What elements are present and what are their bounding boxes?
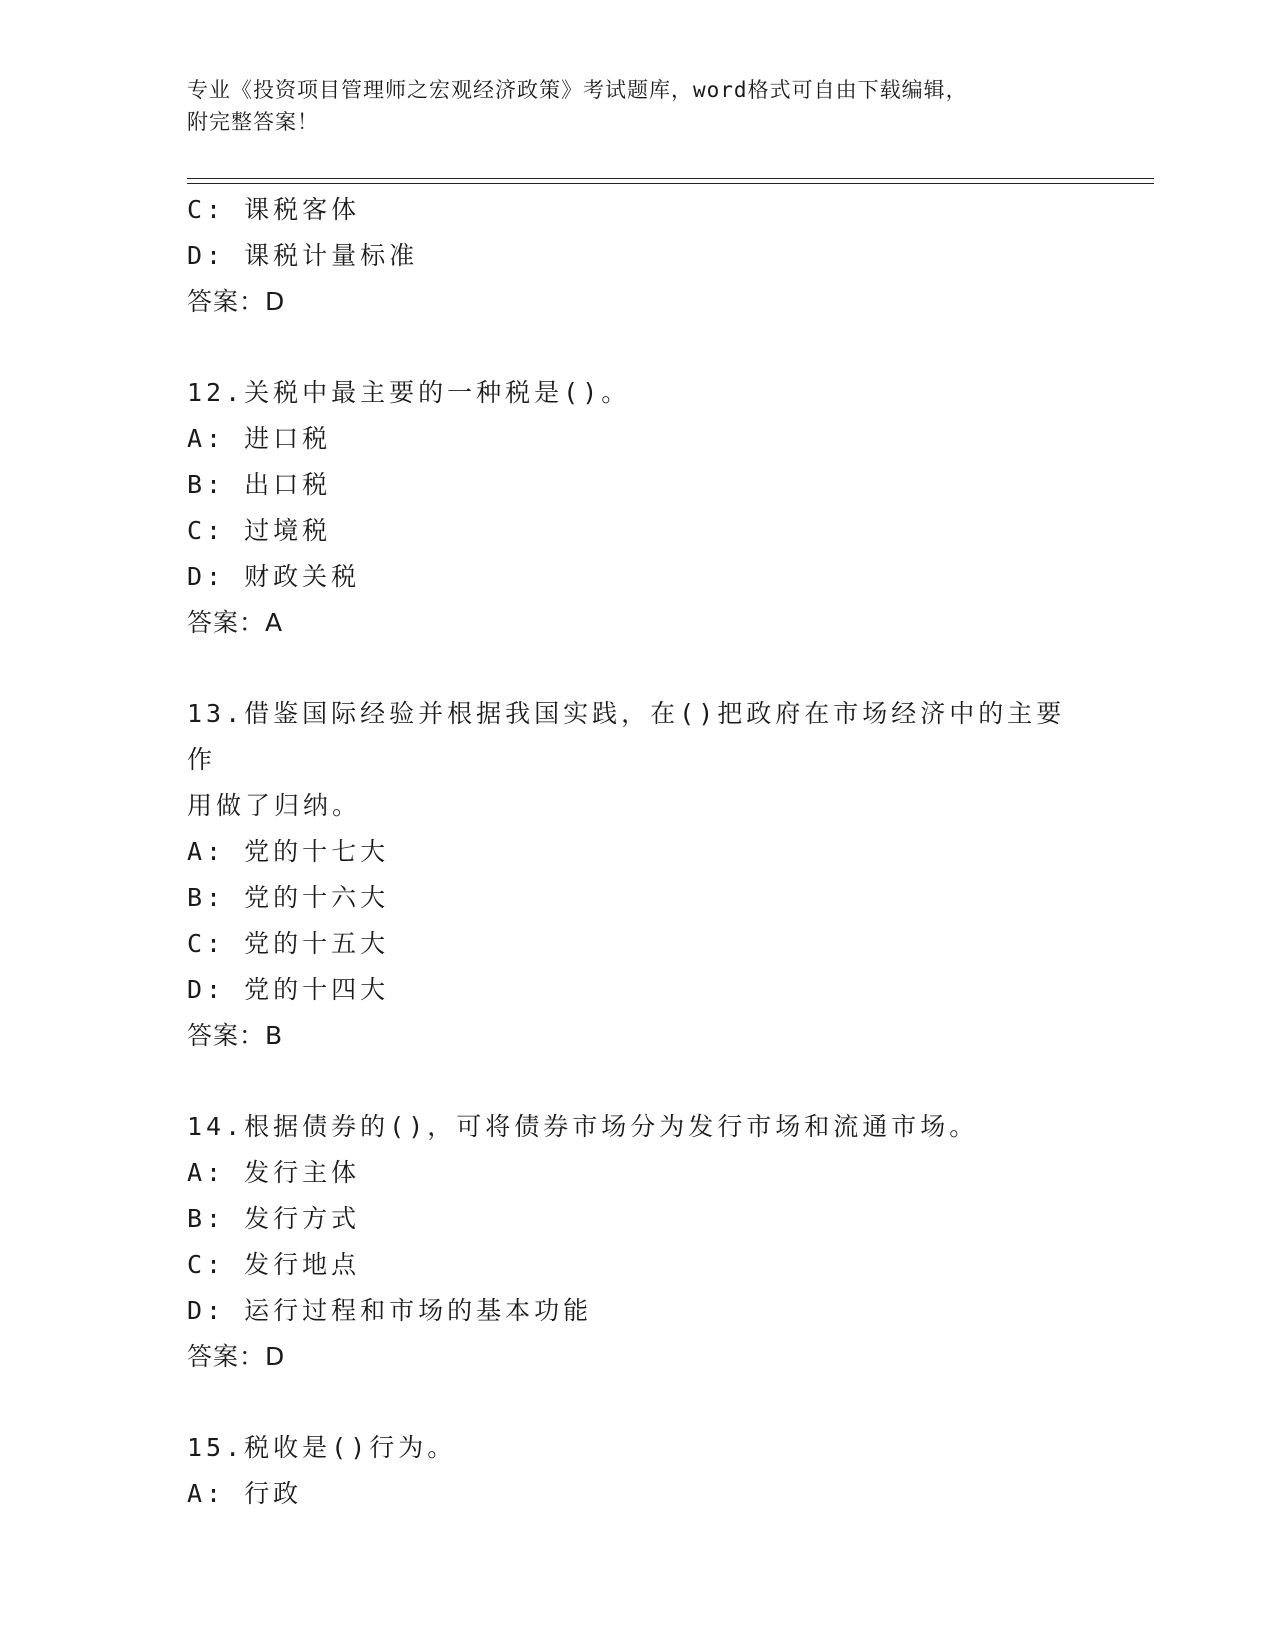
option-d: D: 课税计量标准: [187, 241, 419, 270]
option-a: A: 党的十七大: [187, 837, 390, 866]
option-d: D: 党的十四大: [187, 975, 390, 1004]
answer: 答案：B: [187, 1021, 284, 1050]
option-b: B: 出口税: [187, 470, 332, 499]
header-double-rule: [187, 178, 1154, 184]
option-d: D: 财政关税: [187, 562, 361, 591]
header-line-1: 专业《投资项目管理师之宏观经济政策》考试题库，word格式可自由下载编辑，: [187, 78, 968, 102]
option-d: D: 运行过程和市场的基本功能: [187, 1296, 593, 1325]
question-15: [187, 1425, 1087, 1517]
question-stem-line-2: 用做了归纳。: [187, 791, 362, 820]
question-12: [187, 370, 1087, 646]
document-header: [187, 74, 1087, 138]
question-13: [187, 691, 1087, 1059]
question-14: [187, 1104, 1087, 1380]
option-b: B: 党的十六大: [187, 883, 390, 912]
question-stem: 14.根据债券的()，可将债券市场分为发行市场和流通市场。: [187, 1112, 979, 1141]
option-c: C: 发行地点: [187, 1250, 361, 1279]
option-a: A: 行政: [187, 1479, 303, 1508]
question-list: [187, 187, 1087, 1517]
option-c: C: 课税客体: [187, 195, 361, 224]
option-c: C: 党的十五大: [187, 929, 390, 958]
option-b: B: 发行方式: [187, 1204, 361, 1233]
answer: 答案：D: [187, 287, 286, 316]
option-a: A: 发行主体: [187, 1158, 361, 1187]
question-stem-line-1: 13.借鉴国际经验并根据我国实践，在()把政府在市场经济中的主要作: [187, 699, 1066, 774]
answer: 答案：D: [187, 1342, 286, 1371]
question-stem: 12.关税中最主要的一种税是()。: [187, 378, 631, 407]
answer: 答案：A: [187, 608, 284, 637]
option-c: C: 过境税: [187, 516, 332, 545]
header-line-2: 附完整答案！: [187, 110, 319, 134]
question-11-tail: [187, 187, 1087, 325]
option-a: A: 进口税: [187, 424, 332, 453]
question-stem: 15.税收是()行为。: [187, 1433, 457, 1462]
